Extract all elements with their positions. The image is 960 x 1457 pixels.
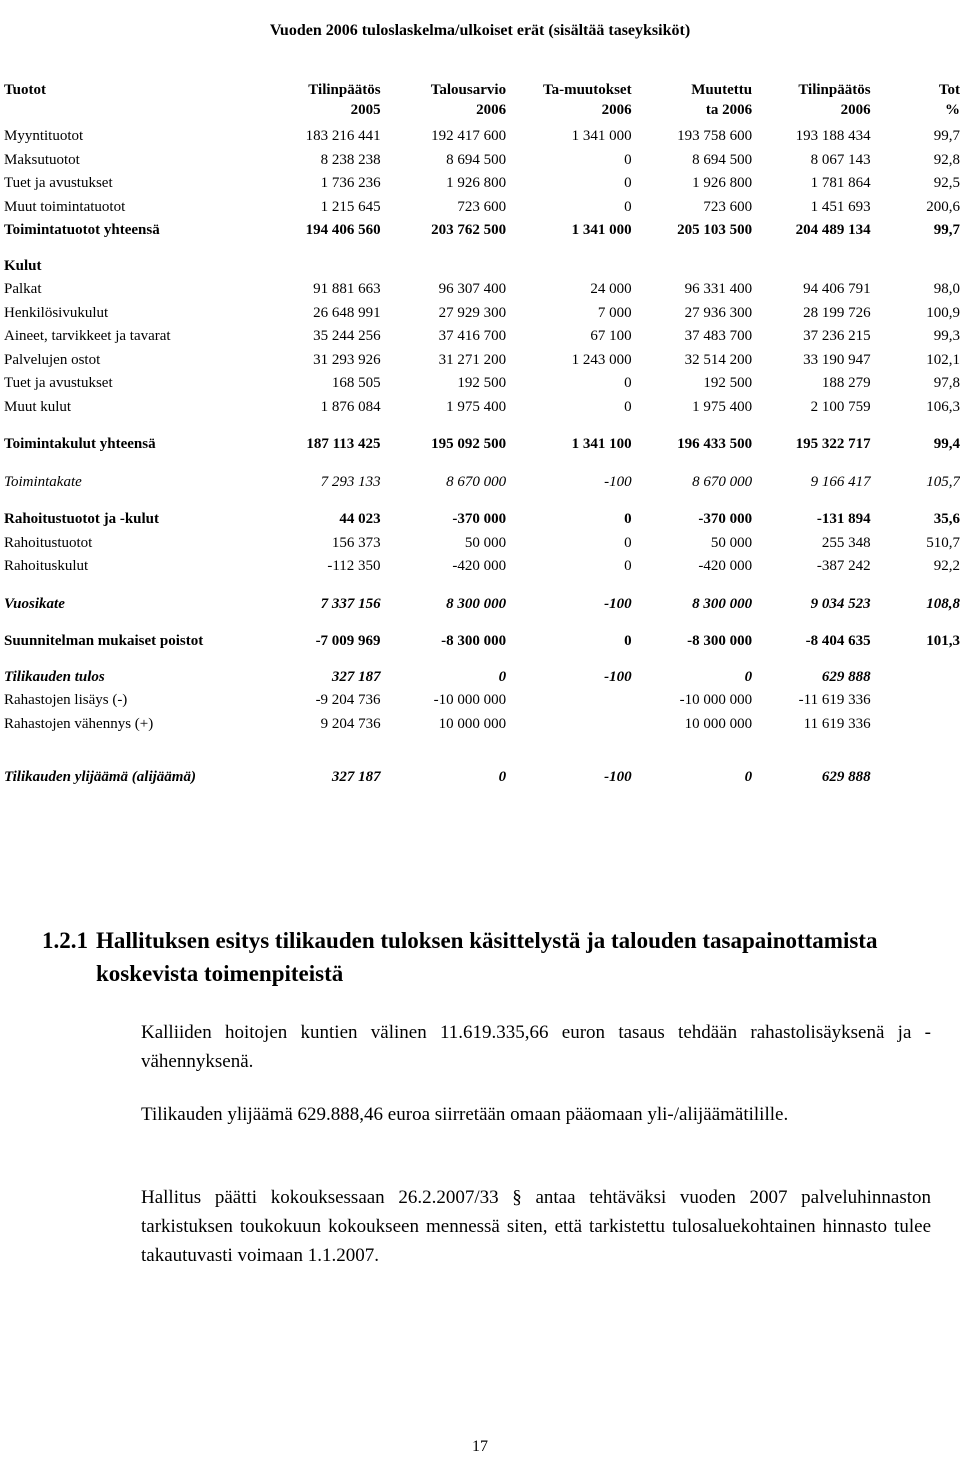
- table-cell: -100: [604, 595, 632, 612]
- header-cell: %: [945, 102, 960, 118]
- table-cell: -387 242: [816, 558, 871, 574]
- table-cell: -370 000: [698, 511, 753, 527]
- table-cell: 108,8: [926, 595, 960, 612]
- income-statement-table: [4, 79, 960, 790]
- table-cell: 9 034 523: [810, 595, 871, 612]
- table-cell: 1 215 645: [320, 198, 381, 215]
- header-cell: Talousarvio: [430, 82, 507, 98]
- table-cell: 255 348: [821, 534, 871, 551]
- table-cell: 94 406 791: [803, 281, 871, 297]
- table-cell: 31 293 926: [313, 351, 381, 368]
- table-cell: 92,2: [933, 558, 960, 574]
- table-cell: 26 648 991: [313, 304, 381, 321]
- table-cell: 188 279: [821, 375, 871, 391]
- table-cell: [632, 255, 753, 279]
- table-cell: 8 300 000: [692, 595, 753, 612]
- table-cell: 0: [624, 398, 632, 415]
- table-cell: 31 271 200: [438, 351, 507, 368]
- table-cell: 27 936 300: [684, 304, 753, 321]
- table-cell: 32 514 200: [684, 351, 753, 368]
- table-cell: -131 894: [816, 511, 871, 527]
- table-cell: -100: [604, 668, 632, 685]
- table-cell: 0: [498, 668, 507, 685]
- row-label: Maksutuotot: [4, 151, 80, 168]
- table-row: [4, 666, 960, 690]
- table-header-row: [4, 79, 960, 101]
- table-cell: 1 341 000: [571, 222, 632, 238]
- table-cell: [752, 255, 870, 279]
- table-row: [4, 172, 960, 196]
- table-cell: 0: [624, 558, 632, 574]
- table-cell: 0: [498, 769, 507, 785]
- table-cell: 97,8: [933, 375, 960, 391]
- table-cell: 1 781 864: [810, 175, 871, 191]
- table-cell: 8 694 500: [692, 151, 753, 168]
- table-cell: 168 505: [331, 375, 381, 391]
- row-label: Tilikauden tulos: [4, 668, 105, 685]
- table-cell: 1 341 000: [571, 128, 632, 144]
- section-number: 1.2.1: [42, 928, 88, 953]
- table-cell: 50 000: [464, 534, 507, 551]
- table-cell: -11 619 336: [798, 692, 871, 708]
- table-cell: 195 322 717: [795, 436, 871, 452]
- table-row: [4, 766, 960, 790]
- table-cell: 510,7: [926, 534, 960, 551]
- table-cell: [506, 713, 632, 737]
- row-label: Rahoituskulut: [4, 558, 89, 574]
- header-cell: Tot: [938, 82, 960, 98]
- table-cell: 7 000: [597, 304, 632, 321]
- table-cell: 99,3: [933, 328, 960, 344]
- table-cell: -10 000 000: [679, 692, 753, 708]
- table-row: [4, 125, 960, 149]
- table-cell: 96 307 400: [438, 281, 507, 297]
- row-label: Toimintatuotot yhteensä: [4, 222, 160, 238]
- table-cell: -370 000: [452, 511, 507, 527]
- spacer-row: [4, 616, 960, 630]
- table-cell: 99,4: [933, 436, 960, 452]
- table-row: [4, 396, 960, 420]
- table-cell: 327 187: [331, 769, 381, 785]
- table-cell: 2 100 759: [810, 398, 871, 415]
- table-cell: 723 600: [457, 198, 507, 215]
- table-cell: 1 975 400: [446, 398, 507, 415]
- table-cell: 723 600: [703, 198, 753, 215]
- table-cell: 7 337 156: [320, 595, 381, 612]
- table-cell: 629 888: [821, 769, 871, 785]
- table-cell: -8 404 635: [805, 633, 871, 649]
- row-label: Henkilösivukulut: [4, 304, 109, 321]
- row-label: Rahoitustuotot: [4, 534, 93, 551]
- row-label: Aineet, tarvikkeet ja tavarat: [4, 328, 171, 344]
- table-cell: 327 187: [331, 668, 381, 685]
- spacer-row: [4, 494, 960, 508]
- spacer-row: [4, 579, 960, 593]
- table-row: [4, 713, 960, 737]
- spacer-row: [4, 736, 960, 766]
- table-cell: 37 483 700: [684, 328, 753, 344]
- table-row: [4, 278, 960, 302]
- section-title: Hallituksen esitys tilikauden tuloksen käsittelystä ja talouden tasapainottamista koskevista toimenpiteistä: [96, 928, 878, 986]
- table-cell: 1 926 800: [446, 175, 507, 191]
- table-cell: [871, 666, 960, 690]
- section-heading: [42, 924, 932, 990]
- table-cell: [871, 255, 960, 279]
- table-cell: 9 204 736: [320, 715, 381, 732]
- table-cell: 33 190 947: [803, 351, 871, 368]
- table-cell: 8 300 000: [446, 595, 507, 612]
- row-label: Palkat: [4, 281, 42, 297]
- table-cell: 91 881 663: [313, 281, 381, 297]
- table-cell: 67 100: [590, 328, 632, 344]
- table-cell: 27 929 300: [438, 304, 507, 321]
- table-row: [4, 471, 960, 495]
- header-cell: [4, 101, 270, 125]
- row-label: Tuet ja avustukset: [4, 175, 113, 191]
- page-number: 17: [472, 1438, 488, 1455]
- table-row: [4, 255, 960, 279]
- table-cell: 11 619 336: [803, 715, 871, 732]
- table-header-row: [4, 101, 960, 125]
- table-cell: 24 000: [590, 281, 632, 297]
- table-cell: 204 489 134: [795, 222, 871, 238]
- table-cell: 1 876 084: [320, 398, 381, 415]
- table-cell: 1 341 100: [571, 436, 632, 452]
- paragraph: Tilikauden ylijäämä 629.888,46 euroa siirretään omaan pääomaan yli-/alijäämätilille.: [141, 1104, 789, 1125]
- table-cell: 37 236 215: [803, 328, 871, 344]
- table-row: [4, 302, 960, 326]
- table-row: [4, 196, 960, 220]
- table-cell: 0: [624, 633, 632, 649]
- row-label: Kulut: [4, 257, 42, 274]
- header-cell: ta 2006: [705, 102, 753, 118]
- table-cell: 203 762 500: [431, 222, 507, 238]
- table-row: [4, 149, 960, 173]
- table-cell: 0: [744, 668, 753, 685]
- table-cell: -420 000: [698, 558, 753, 574]
- table-cell: -8 300 000: [687, 633, 753, 649]
- header-cell: 2006: [476, 102, 507, 118]
- table-row: [4, 349, 960, 373]
- table-cell: 0: [624, 534, 632, 551]
- table-cell: 193 758 600: [677, 128, 753, 144]
- table-cell: -100: [604, 769, 632, 785]
- table-cell: 28 199 726: [803, 304, 871, 321]
- table-cell: 196 433 500: [677, 436, 753, 452]
- table-cell: -100: [604, 473, 632, 490]
- table-cell: 1 736 236: [320, 175, 381, 191]
- table-cell: -9 204 736: [315, 692, 381, 708]
- header-cell: 2005: [350, 102, 381, 118]
- table-cell: 8 067 143: [810, 151, 871, 168]
- table-cell: 1 975 400: [692, 398, 753, 415]
- table-cell: 629 888: [821, 668, 871, 685]
- paragraph: Hallitus päätti kokouksessaan 26.2.2007/33 § antaa tehtäväksi vuoden 2007 palveluhinnaston tarkistuksen toukokuun kokoukseen mennessä siten, että tarkistettu tulosaluekohtainen hinnasto tulee takautuvasti voimaan 1.1.2007.: [141, 1187, 931, 1266]
- row-label: Tuet ja avustukset: [4, 375, 113, 391]
- table-cell: 7 293 133: [320, 473, 381, 490]
- row-label: Vuosikate: [4, 595, 65, 612]
- row-label: Rahastojen vähennys (+): [4, 715, 154, 732]
- spacer-row: [4, 419, 960, 433]
- table-cell: 195 092 500: [431, 436, 507, 452]
- table-cell: 0: [624, 375, 632, 391]
- table-cell: 99,7: [933, 222, 960, 238]
- table-cell: 205 103 500: [677, 222, 753, 238]
- row-label: Muut kulut: [4, 398, 72, 415]
- row-label: Toimintakate: [4, 473, 82, 490]
- row-label: Muut toimintatuotot: [4, 198, 126, 215]
- table-cell: [506, 255, 632, 279]
- header-cell: 2006: [840, 102, 871, 118]
- table-cell: 200,6: [926, 198, 960, 215]
- table-row: [4, 630, 960, 654]
- table-row: [4, 433, 960, 457]
- table-cell: -8 300 000: [441, 633, 507, 649]
- table-cell: 192 500: [457, 375, 507, 391]
- spacer-row: [4, 457, 960, 471]
- row-label: Rahoitustuotot ja -kulut: [4, 511, 160, 527]
- table-cell: [506, 689, 632, 713]
- row-label: Toimintakulut yhteensä: [4, 436, 156, 452]
- table-cell: 1 243 000: [571, 351, 632, 368]
- header-cell: Tilinpäätös: [798, 82, 871, 98]
- table-cell: 0: [624, 198, 632, 215]
- table-cell: 96 331 400: [684, 281, 753, 297]
- table-cell: 192 500: [703, 375, 753, 391]
- table-row: [4, 372, 960, 396]
- table-cell: 183 216 441: [305, 128, 381, 144]
- table-cell: 10 000 000: [438, 715, 507, 732]
- table-cell: [871, 689, 960, 713]
- table-cell: [871, 766, 960, 790]
- table-row: [4, 555, 960, 579]
- page-title: Vuoden 2006 tuloslaskelma/ulkoiset erät (sisältää taseyksiköt): [269, 22, 691, 39]
- table-cell: 35 244 256: [313, 328, 381, 344]
- table-cell: 8 238 238: [320, 151, 381, 168]
- table-cell: 100,9: [926, 304, 960, 321]
- table-cell: 105,7: [926, 473, 960, 490]
- spacer-row: [4, 243, 960, 255]
- table-cell: [381, 255, 507, 279]
- header-cell: 2006: [601, 102, 632, 118]
- header-cell: Tuotot: [4, 82, 46, 98]
- table-cell: 0: [624, 511, 632, 527]
- table-cell: 92,8: [933, 151, 960, 168]
- header-cell: Ta-muutokset: [542, 82, 632, 98]
- table-cell: [270, 255, 380, 279]
- table-cell: 37 416 700: [438, 328, 507, 344]
- row-label: Rahastojen lisäys (-): [4, 692, 128, 708]
- paragraph: Kalliiden hoitojen kuntien välinen 11.619.335,66 euron tasaus tehdään rahastolisäyksenä ja -vähennyksenä.: [141, 1022, 931, 1072]
- table-cell: -10 000 000: [433, 692, 507, 708]
- table-cell: 156 373: [331, 534, 381, 551]
- table-cell: 0: [624, 151, 632, 168]
- table-cell: -7 009 969: [315, 633, 381, 649]
- table-cell: 35,6: [933, 511, 960, 527]
- table-cell: 10 000 000: [684, 715, 753, 732]
- table-cell: 8 670 000: [446, 473, 507, 490]
- table-cell: -420 000: [452, 558, 507, 574]
- table-row: [4, 508, 960, 532]
- table-row: [4, 325, 960, 349]
- table-cell: 106,3: [926, 398, 960, 415]
- table-cell: 194 406 560: [305, 222, 381, 238]
- table-cell: 101,3: [926, 633, 960, 649]
- row-label: Tilikauden ylijäämä (alijäämä): [4, 769, 196, 785]
- table-cell: 99,7: [933, 128, 960, 144]
- row-label: Suunnitelman mukaiset poistot: [4, 633, 204, 649]
- table-cell: 44 023: [339, 511, 381, 527]
- table-cell: 8 694 500: [446, 151, 507, 168]
- table-cell: 92,5: [933, 175, 960, 191]
- table-row: [4, 689, 960, 713]
- table-cell: 193 188 434: [795, 128, 871, 144]
- table-cell: 192 417 600: [431, 128, 507, 144]
- table-row: [4, 219, 960, 243]
- table-cell: 102,1: [926, 351, 960, 368]
- row-label: Myyntituotot: [4, 128, 84, 144]
- header-cell: Muutettu: [691, 82, 753, 98]
- table-row: [4, 593, 960, 617]
- spacer-row: [4, 654, 960, 666]
- table-cell: 9 166 417: [810, 473, 871, 490]
- table-cell: 187 113 425: [306, 436, 381, 452]
- table-cell: 0: [624, 175, 632, 191]
- table-cell: -112 350: [327, 558, 381, 574]
- row-label: Palvelujen ostot: [4, 351, 101, 368]
- table-cell: 1 451 693: [810, 198, 871, 215]
- table-cell: 98,0: [933, 281, 960, 297]
- table-cell: 8 670 000: [692, 473, 753, 490]
- header-cell: Tilinpäätös: [308, 82, 381, 98]
- table-cell: 50 000: [710, 534, 753, 551]
- table-row: [4, 532, 960, 556]
- table-cell: 1 926 800: [692, 175, 753, 191]
- table-cell: 0: [744, 769, 753, 785]
- table-cell: [871, 713, 960, 737]
